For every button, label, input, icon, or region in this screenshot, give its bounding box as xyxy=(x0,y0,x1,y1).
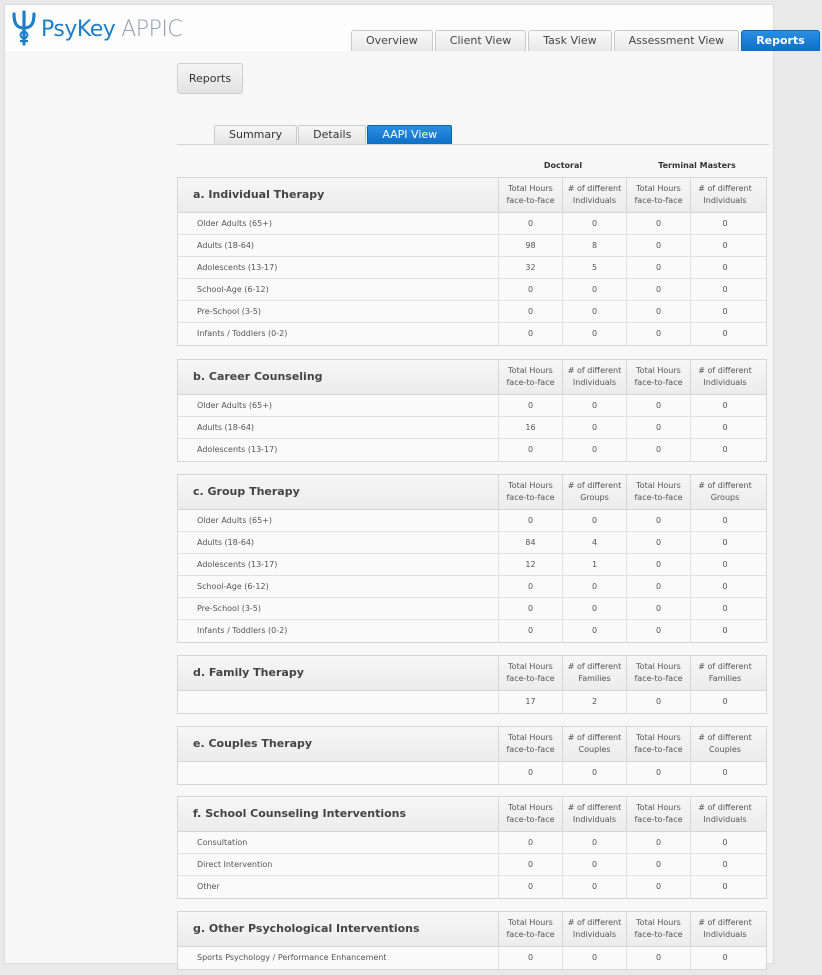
row-label: Older Adults (65+) xyxy=(178,395,499,416)
table-row xyxy=(178,257,766,279)
table-row xyxy=(178,876,766,898)
logo-primary: PsyKey xyxy=(41,16,116,42)
table-row xyxy=(178,323,766,345)
report-subtabs xyxy=(214,125,453,144)
section-a-individual-therapy xyxy=(177,177,767,346)
column-header: Total Hours face-to-face xyxy=(499,178,563,212)
table-cell: 0 xyxy=(563,395,627,416)
table-cell: 0 xyxy=(563,598,627,619)
table-cell: 32 xyxy=(499,257,563,278)
table-cell: 0 xyxy=(722,445,728,454)
table-row xyxy=(178,235,766,257)
table-row xyxy=(178,279,766,301)
group-doctoral: Doctoral xyxy=(543,161,583,170)
table-row xyxy=(178,947,766,969)
group-terminal-masters: Terminal Masters xyxy=(658,161,736,170)
row-label xyxy=(178,762,499,784)
row-label: Other xyxy=(178,876,499,898)
table-cell: 0 xyxy=(627,213,691,234)
row-label xyxy=(178,691,499,713)
table-cell: 4 xyxy=(563,532,627,553)
table-cell: 0 xyxy=(563,417,627,438)
section-b-career-counseling xyxy=(177,359,767,462)
section-title: e. Couples Therapy xyxy=(178,727,499,761)
table-cell: 0 xyxy=(722,697,728,706)
row-label: Older Adults (65+) xyxy=(178,213,499,234)
table-cell: 0 xyxy=(627,854,691,875)
table-cell: 0 xyxy=(722,538,728,547)
table-cell: 0 xyxy=(627,532,691,553)
column-header: Total Hours face-to-face xyxy=(627,178,691,212)
logo[interactable] xyxy=(11,9,182,49)
table-cell: 8 xyxy=(563,235,627,256)
table-cell: 0 xyxy=(722,219,728,228)
row-label: Adults (18-64) xyxy=(178,532,499,553)
table-cell: 12 xyxy=(499,554,563,575)
table-cell: 84 xyxy=(499,532,563,553)
table-row xyxy=(178,620,766,642)
column-header: # of different Individuals xyxy=(698,918,752,939)
section-header xyxy=(178,912,766,947)
logo-secondary: APPIC xyxy=(121,16,183,42)
table-cell: 0 xyxy=(627,832,691,853)
table-cell: 0 xyxy=(722,768,728,777)
column-header: # of different Couples xyxy=(698,733,752,754)
table-row xyxy=(178,576,766,598)
section-f-school-counseling-interventions xyxy=(177,796,767,899)
table-row xyxy=(178,832,766,854)
table-cell: 0 xyxy=(627,510,691,531)
reports-button[interactable]: Reports xyxy=(177,63,243,94)
column-header: # of different Individuals xyxy=(698,803,752,824)
table-cell: 0 xyxy=(499,876,563,898)
table-cell: 0 xyxy=(563,620,627,642)
table-row xyxy=(178,417,766,439)
table-cell: 0 xyxy=(499,439,563,461)
table-cell: 0 xyxy=(563,854,627,875)
table-cell: 0 xyxy=(499,832,563,853)
table-cell: 0 xyxy=(563,832,627,853)
table-cell: 0 xyxy=(722,860,728,869)
column-header: Total Hours face-to-face xyxy=(627,360,691,394)
row-label: Consultation xyxy=(178,832,499,853)
table-cell: 0 xyxy=(627,257,691,278)
table-cell: 0 xyxy=(563,576,627,597)
table-cell: 0 xyxy=(499,576,563,597)
table-cell: 0 xyxy=(499,762,563,784)
table-cell: 0 xyxy=(627,395,691,416)
table-cell: 0 xyxy=(722,626,728,635)
section-title: c. Group Therapy xyxy=(178,475,499,509)
table-cell: 0 xyxy=(563,279,627,300)
table-cell: 0 xyxy=(563,323,627,345)
section-header xyxy=(178,475,766,510)
table-row xyxy=(178,439,766,461)
row-label: Infants / Toddlers (0-2) xyxy=(178,323,499,345)
column-header: # of different Groups xyxy=(563,475,627,509)
table-cell: 0 xyxy=(627,947,691,969)
column-header: Total Hours face-to-face xyxy=(627,727,691,761)
column-header: # of different Individuals xyxy=(563,797,627,831)
table-cell: 0 xyxy=(722,604,728,613)
table-cell: 0 xyxy=(563,947,627,969)
table-cell: 0 xyxy=(499,854,563,875)
table-row xyxy=(178,532,766,554)
table-cell: 0 xyxy=(627,279,691,300)
table-cell: 0 xyxy=(563,510,627,531)
section-d-family-therapy xyxy=(177,655,767,714)
column-header: # of different Families xyxy=(698,662,752,683)
table-row xyxy=(178,854,766,876)
table-cell: 0 xyxy=(499,323,563,345)
column-header: Total Hours face-to-face xyxy=(627,912,691,946)
table-cell: 0 xyxy=(499,213,563,234)
table-row xyxy=(178,213,766,235)
table-cell: 5 xyxy=(563,257,627,278)
row-label: Direct Intervention xyxy=(178,854,499,875)
tab-overview[interactable]: Overview xyxy=(351,30,433,51)
table-cell: 0 xyxy=(499,395,563,416)
table-cell: 0 xyxy=(722,560,728,569)
column-header: # of different Individuals xyxy=(563,360,627,394)
table-row xyxy=(178,510,766,532)
table-cell: 0 xyxy=(627,620,691,642)
row-label: Older Adults (65+) xyxy=(178,510,499,531)
table-cell: 0 xyxy=(627,301,691,322)
column-header: # of different Couples xyxy=(563,727,627,761)
header xyxy=(5,5,805,51)
section-title: a. Individual Therapy xyxy=(178,178,499,212)
row-label: Pre-School (3-5) xyxy=(178,301,499,322)
tab-client-view[interactable]: Client View xyxy=(435,30,526,51)
column-header: Total Hours face-to-face xyxy=(499,727,563,761)
table-cell: 0 xyxy=(627,323,691,345)
column-header: # of different Families xyxy=(563,656,627,690)
tab-divider xyxy=(177,144,769,145)
section-header xyxy=(178,727,766,762)
row-label: School-Age (6-12) xyxy=(178,576,499,597)
column-header: Total Hours face-to-face xyxy=(499,360,563,394)
section-header xyxy=(178,360,766,395)
table-row xyxy=(178,598,766,620)
main-nav xyxy=(351,30,822,51)
table-row xyxy=(178,691,766,713)
table-cell: 2 xyxy=(563,691,627,713)
table-cell: 0 xyxy=(563,439,627,461)
table-cell: 0 xyxy=(722,307,728,316)
column-header: # of different Individuals xyxy=(698,184,752,205)
section-title: b. Career Counseling xyxy=(178,360,499,394)
column-header: Total Hours face-to-face xyxy=(499,797,563,831)
table-cell: 1 xyxy=(563,554,627,575)
table-cell: 0 xyxy=(627,235,691,256)
row-label: Adolescents (13-17) xyxy=(178,439,499,461)
table-cell: 0 xyxy=(563,213,627,234)
column-header: # of different Individuals xyxy=(563,178,627,212)
table-cell: 0 xyxy=(499,620,563,642)
row-label: Adolescents (13-17) xyxy=(178,257,499,278)
table-cell: 17 xyxy=(499,691,563,713)
column-header: Total Hours face-to-face xyxy=(627,797,691,831)
table-cell: 0 xyxy=(563,876,627,898)
section-header xyxy=(178,656,766,691)
table-cell: 0 xyxy=(627,417,691,438)
table-cell: 0 xyxy=(722,516,728,525)
tab-task-view[interactable]: Task View xyxy=(528,30,611,51)
row-label: Sports Psychology / Performance Enhancement xyxy=(178,947,499,969)
table-cell: 0 xyxy=(499,510,563,531)
table-cell: 0 xyxy=(722,285,728,294)
column-header: Total Hours face-to-face xyxy=(499,656,563,690)
section-g-other-psychological-interventions xyxy=(177,911,767,970)
table-cell: 0 xyxy=(499,598,563,619)
table-cell: 0 xyxy=(499,279,563,300)
section-title: f. School Counseling Interventions xyxy=(178,797,499,831)
table-cell: 0 xyxy=(627,691,691,713)
row-label: Pre-School (3-5) xyxy=(178,598,499,619)
section-title: g. Other Psychological Interventions xyxy=(178,912,499,946)
table-row xyxy=(178,395,766,417)
column-header: Total Hours face-to-face xyxy=(499,475,563,509)
column-header: Total Hours face-to-face xyxy=(627,656,691,690)
section-header xyxy=(178,797,766,832)
subtab-aapi-view[interactable]: AAPI View xyxy=(367,125,452,144)
table-cell: 0 xyxy=(499,947,563,969)
subtab-details[interactable]: Details xyxy=(298,125,366,144)
table-cell: 0 xyxy=(722,329,728,338)
tab-assessment-view[interactable]: Assessment View xyxy=(614,30,740,51)
table-cell: 0 xyxy=(627,576,691,597)
column-header: # of different Individuals xyxy=(563,912,627,946)
table-cell: 0 xyxy=(722,263,728,272)
table-row xyxy=(178,762,766,784)
section-e-couples-therapy xyxy=(177,726,767,785)
table-cell: 0 xyxy=(627,554,691,575)
subtab-summary[interactable]: Summary xyxy=(214,125,297,144)
table-cell: 16 xyxy=(499,417,563,438)
table-cell: 0 xyxy=(627,439,691,461)
table-cell: 0 xyxy=(722,838,728,847)
table-row xyxy=(178,554,766,576)
table-cell: 0 xyxy=(627,598,691,619)
table-cell: 0 xyxy=(722,953,728,962)
psi-logo-icon xyxy=(11,10,37,48)
column-header: # of different Groups xyxy=(698,481,752,502)
row-label: School-Age (6-12) xyxy=(178,279,499,300)
row-label: Adolescents (13-17) xyxy=(178,554,499,575)
table-cell: 0 xyxy=(627,876,691,898)
table-cell: 98 xyxy=(499,235,563,256)
table-cell: 0 xyxy=(722,882,728,891)
table-cell: 0 xyxy=(722,401,728,410)
section-header xyxy=(178,178,766,213)
table-row xyxy=(178,301,766,323)
table-cell: 0 xyxy=(627,762,691,784)
table-cell: 0 xyxy=(722,423,728,432)
section-c-group-therapy xyxy=(177,474,767,643)
table-cell: 0 xyxy=(563,762,627,784)
table-cell: 0 xyxy=(499,301,563,322)
tab-reports[interactable]: Reports xyxy=(741,30,820,51)
row-label: Adults (18-64) xyxy=(178,417,499,438)
section-title: d. Family Therapy xyxy=(178,656,499,690)
table-cell: 0 xyxy=(722,241,728,250)
column-header: Total Hours face-to-face xyxy=(627,475,691,509)
page xyxy=(4,4,805,964)
table-cell: 0 xyxy=(722,582,728,591)
column-header: # of different Individuals xyxy=(698,366,752,387)
row-label: Adults (18-64) xyxy=(178,235,499,256)
row-label: Infants / Toddlers (0-2) xyxy=(178,620,499,642)
column-header: Total Hours face-to-face xyxy=(499,912,563,946)
table-cell: 0 xyxy=(563,301,627,322)
